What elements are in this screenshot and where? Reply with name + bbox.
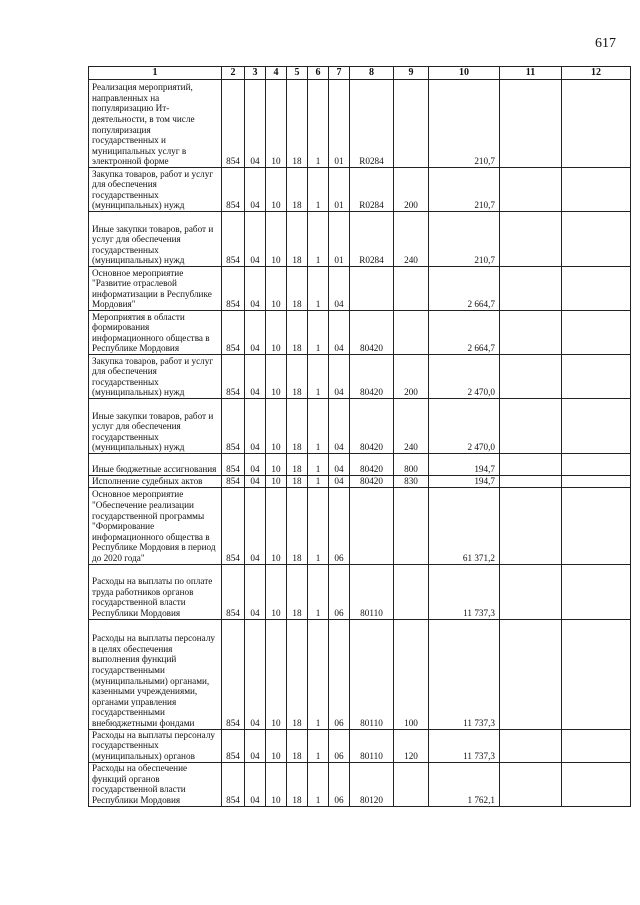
code-cell: 854 <box>222 476 245 488</box>
code-cell: 04 <box>329 267 350 311</box>
code-cell: 01 <box>329 212 350 267</box>
amount-cell: 61 371,2 <box>429 487 500 564</box>
amount-cell: 210,7 <box>429 212 500 267</box>
code-cell: 1 <box>308 311 329 355</box>
code-cell: 04 <box>245 619 266 729</box>
page-number: 617 <box>595 36 616 51</box>
code-cell: 800 <box>394 454 429 476</box>
amount-cell: 2 664,7 <box>429 267 500 311</box>
code-cell <box>500 487 562 564</box>
code-cell: 10 <box>266 454 287 476</box>
code-cell: 10 <box>266 564 287 619</box>
code-cell: 04 <box>329 311 350 355</box>
code-cell: 1 <box>308 476 329 488</box>
code-cell: 1 <box>308 355 329 399</box>
code-cell: 10 <box>266 267 287 311</box>
code-cell: 80120 <box>350 762 394 806</box>
row-name-cell: Иные бюджетные ассигнования <box>89 454 222 476</box>
code-cell <box>562 762 631 806</box>
code-cell: 1 <box>308 487 329 564</box>
code-cell <box>500 355 562 399</box>
code-cell: 18 <box>287 729 308 762</box>
code-cell <box>562 80 631 168</box>
code-cell: 18 <box>287 454 308 476</box>
column-header: 5 <box>287 67 308 80</box>
code-cell: 04 <box>245 311 266 355</box>
amount-cell: 194,7 <box>429 454 500 476</box>
code-cell: 18 <box>287 399 308 454</box>
code-cell <box>562 729 631 762</box>
row-name-cell: Закупка товаров, работ и услуг для обеспечения государственных (муниципальных) нужд <box>89 355 222 399</box>
row-name-cell: Расходы на обеспечение функций органов государственной власти Республики Мордовия <box>89 762 222 806</box>
code-cell: 854 <box>222 311 245 355</box>
column-header: 7 <box>329 67 350 80</box>
code-cell: 1 <box>308 399 329 454</box>
column-header: 11 <box>500 67 562 80</box>
code-cell: 10 <box>266 729 287 762</box>
code-cell: 80420 <box>350 399 394 454</box>
code-cell <box>500 564 562 619</box>
column-header: 10 <box>429 67 500 80</box>
code-cell <box>562 168 631 212</box>
code-cell: R0284 <box>350 212 394 267</box>
code-cell <box>562 454 631 476</box>
code-cell: R0284 <box>350 168 394 212</box>
code-cell: 80110 <box>350 619 394 729</box>
table-row <box>89 564 631 619</box>
code-cell: 01 <box>329 80 350 168</box>
table-row <box>89 212 631 267</box>
table-row <box>89 168 631 212</box>
code-cell <box>394 564 429 619</box>
code-cell: 18 <box>287 564 308 619</box>
code-cell: 1 <box>308 619 329 729</box>
amount-cell: 11 737,3 <box>429 619 500 729</box>
code-cell: 04 <box>245 399 266 454</box>
column-header: 6 <box>308 67 329 80</box>
code-cell: 18 <box>287 80 308 168</box>
code-cell: 04 <box>245 454 266 476</box>
code-cell <box>500 399 562 454</box>
code-cell <box>500 476 562 488</box>
code-cell <box>562 267 631 311</box>
column-header: 2 <box>222 67 245 80</box>
table-row <box>89 476 631 488</box>
code-cell: 18 <box>287 267 308 311</box>
code-cell: 06 <box>329 487 350 564</box>
column-header: 8 <box>350 67 394 80</box>
code-cell: 10 <box>266 311 287 355</box>
code-cell: 80420 <box>350 311 394 355</box>
code-cell: 04 <box>245 729 266 762</box>
table-row <box>89 355 631 399</box>
code-cell: 18 <box>287 355 308 399</box>
table-row <box>89 454 631 476</box>
code-cell: 10 <box>266 212 287 267</box>
code-cell: 06 <box>329 729 350 762</box>
code-cell: 854 <box>222 355 245 399</box>
table-body <box>89 80 631 807</box>
table-row <box>89 267 631 311</box>
amount-cell: 2 470,0 <box>429 399 500 454</box>
code-cell <box>562 311 631 355</box>
code-cell: 10 <box>266 487 287 564</box>
budget-table <box>88 66 631 807</box>
code-cell: 854 <box>222 168 245 212</box>
code-cell: 06 <box>329 564 350 619</box>
code-cell <box>562 476 631 488</box>
code-cell: 1 <box>308 729 329 762</box>
code-cell: 1 <box>308 80 329 168</box>
code-cell <box>350 487 394 564</box>
code-cell: 80420 <box>350 476 394 488</box>
code-cell: 854 <box>222 762 245 806</box>
code-cell: 06 <box>329 619 350 729</box>
code-cell <box>350 267 394 311</box>
code-cell: 240 <box>394 212 429 267</box>
amount-cell: 210,7 <box>429 168 500 212</box>
code-cell: 200 <box>394 355 429 399</box>
code-cell: 04 <box>245 355 266 399</box>
code-cell: 854 <box>222 212 245 267</box>
code-cell <box>500 267 562 311</box>
code-cell: 854 <box>222 729 245 762</box>
row-name-cell: Иные закупки товаров, работ и услуг для обеспечения государственных (муниципальных) нужд <box>89 212 222 267</box>
code-cell: 04 <box>245 267 266 311</box>
code-cell <box>500 168 562 212</box>
code-cell: 18 <box>287 212 308 267</box>
code-cell: 10 <box>266 762 287 806</box>
code-cell: 1 <box>308 267 329 311</box>
code-cell: 1 <box>308 168 329 212</box>
amount-cell: 2 664,7 <box>429 311 500 355</box>
column-header: 9 <box>394 67 429 80</box>
table-row <box>89 729 631 762</box>
code-cell <box>500 619 562 729</box>
code-cell <box>500 729 562 762</box>
code-cell <box>500 80 562 168</box>
code-cell: 854 <box>222 80 245 168</box>
code-cell: 10 <box>266 476 287 488</box>
code-cell: 80110 <box>350 564 394 619</box>
code-cell: 04 <box>245 564 266 619</box>
code-cell: 01 <box>329 168 350 212</box>
code-cell <box>500 454 562 476</box>
code-cell: 04 <box>245 80 266 168</box>
code-cell: 854 <box>222 564 245 619</box>
amount-cell: 2 470,0 <box>429 355 500 399</box>
amount-cell: 210,7 <box>429 80 500 168</box>
code-cell: 04 <box>329 355 350 399</box>
table-row <box>89 762 631 806</box>
code-cell <box>394 311 429 355</box>
code-cell <box>500 311 562 355</box>
column-header: 3 <box>245 67 266 80</box>
code-cell: 04 <box>329 399 350 454</box>
table-header-row <box>89 67 631 80</box>
row-name-cell: Основное мероприятие "Развитие отраслевой информатизации в Республике Мордовия" <box>89 267 222 311</box>
amount-cell: 1 762,1 <box>429 762 500 806</box>
code-cell <box>562 355 631 399</box>
code-cell: 80420 <box>350 454 394 476</box>
table-row <box>89 399 631 454</box>
code-cell: 80110 <box>350 729 394 762</box>
code-cell: 854 <box>222 454 245 476</box>
row-name-cell: Расходы на выплаты персоналу в целях обеспечения выполнения функций государственными (муниципальными) органами, казенными учреждениями, органами управления государственными внебюджетными фондами <box>89 619 222 729</box>
code-cell: 18 <box>287 311 308 355</box>
column-header: 1 <box>89 67 222 80</box>
code-cell: 04 <box>329 476 350 488</box>
code-cell: 18 <box>287 487 308 564</box>
code-cell: 10 <box>266 355 287 399</box>
code-cell: 18 <box>287 476 308 488</box>
code-cell: 1 <box>308 564 329 619</box>
code-cell: 04 <box>329 454 350 476</box>
table-row <box>89 311 631 355</box>
code-cell <box>562 399 631 454</box>
column-header: 4 <box>266 67 287 80</box>
code-cell <box>394 762 429 806</box>
code-cell: 04 <box>245 212 266 267</box>
code-cell: 04 <box>245 168 266 212</box>
code-cell <box>562 619 631 729</box>
row-name-cell: Реализация мероприятий, направленных на популяризацию Ит-деятельности, в том числе популяризация государственных и муниципальных услуг в электронной форме <box>89 80 222 168</box>
row-name-cell: Расходы на выплаты персоналу государственных (муниципальных) органов <box>89 729 222 762</box>
code-cell: R0284 <box>350 80 394 168</box>
code-cell: 120 <box>394 729 429 762</box>
code-cell: 200 <box>394 168 429 212</box>
code-cell: 100 <box>394 619 429 729</box>
row-name-cell: Иные закупки товаров, работ и услуг для обеспечения государственных (муниципальных) нужд <box>89 399 222 454</box>
code-cell: 04 <box>245 762 266 806</box>
code-cell: 1 <box>308 212 329 267</box>
code-cell <box>562 564 631 619</box>
code-cell: 1 <box>308 762 329 806</box>
row-name-cell: Закупка товаров, работ и услуг для обеспечения государственных (муниципальных) нужд <box>89 168 222 212</box>
table-row <box>89 619 631 729</box>
amount-cell: 194,7 <box>429 476 500 488</box>
code-cell: 10 <box>266 399 287 454</box>
code-cell <box>394 487 429 564</box>
code-cell <box>500 212 562 267</box>
row-name-cell: Мероприятия в области формирования информационного общества в Республике Мордовия <box>89 311 222 355</box>
code-cell <box>500 762 562 806</box>
code-cell: 18 <box>287 762 308 806</box>
code-cell: 854 <box>222 619 245 729</box>
code-cell: 18 <box>287 168 308 212</box>
code-cell: 854 <box>222 399 245 454</box>
column-header: 12 <box>562 67 631 80</box>
code-cell: 240 <box>394 399 429 454</box>
code-cell: 854 <box>222 267 245 311</box>
code-cell <box>562 487 631 564</box>
row-name-cell: Расходы на выплаты по оплате труда работников органов государственной власти Республики Мордовия <box>89 564 222 619</box>
code-cell <box>394 267 429 311</box>
code-cell <box>562 212 631 267</box>
code-cell: 830 <box>394 476 429 488</box>
amount-cell: 11 737,3 <box>429 564 500 619</box>
code-cell: 18 <box>287 619 308 729</box>
code-cell <box>394 80 429 168</box>
code-cell: 854 <box>222 487 245 564</box>
amount-cell: 11 737,3 <box>429 729 500 762</box>
code-cell: 10 <box>266 80 287 168</box>
code-cell: 1 <box>308 454 329 476</box>
code-cell: 06 <box>329 762 350 806</box>
code-cell: 10 <box>266 168 287 212</box>
code-cell: 04 <box>245 487 266 564</box>
row-name-cell: Исполнение судебных актов <box>89 476 222 488</box>
code-cell: 04 <box>245 476 266 488</box>
table-row <box>89 487 631 564</box>
table-row <box>89 80 631 168</box>
row-name-cell: Основное мероприятие "Обеспечение реализации государственной программы "Формирование информационного общества в Республике Мордовия в период до 2020 года" <box>89 487 222 564</box>
code-cell: 10 <box>266 619 287 729</box>
code-cell: 80420 <box>350 355 394 399</box>
